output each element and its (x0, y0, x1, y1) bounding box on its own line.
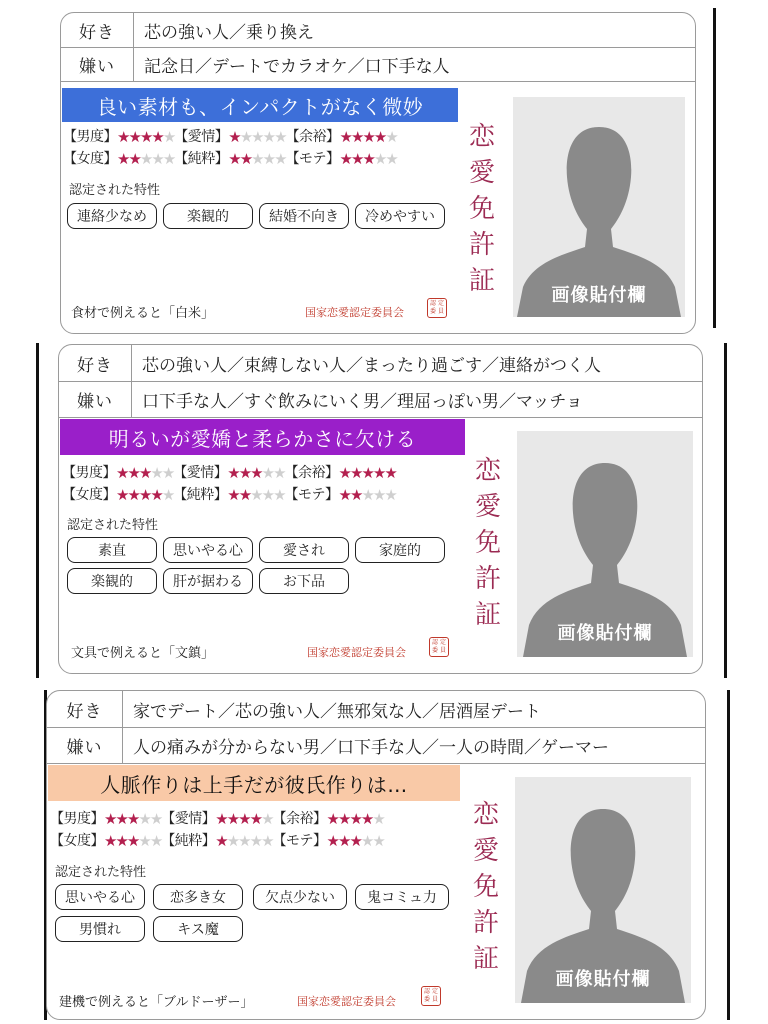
star-filled-icon: ★ (362, 128, 374, 146)
star-empty-icon: ★ (238, 832, 250, 850)
star-empty-icon: ★ (372, 832, 384, 850)
star-empty-icon: ★ (372, 810, 384, 828)
rating-item (273, 808, 384, 830)
star-empty-icon: ★ (273, 464, 285, 482)
like-row (59, 345, 702, 381)
rating-label: 【女度】 (50, 833, 104, 849)
dislike-label: 嫌い (47, 727, 123, 763)
star-rating (339, 462, 396, 484)
star-empty-icon: ★ (361, 486, 373, 504)
star-filled-icon: ★ (338, 486, 350, 504)
issuer-name: 国家恋愛認定委員会 (307, 646, 406, 659)
summary-banner (48, 765, 460, 801)
star-filled-icon: ★ (150, 486, 162, 504)
star-empty-icon: ★ (250, 486, 262, 504)
photo-label: 画像貼付欄 (555, 969, 651, 990)
star-empty-icon: ★ (249, 832, 262, 850)
rating-item (174, 148, 285, 170)
license-card-1 (60, 12, 696, 334)
rating-item (173, 484, 284, 506)
like-row (61, 13, 695, 47)
rating-item (50, 830, 161, 852)
rating-label: 【純粋】 (173, 487, 228, 503)
star-filled-icon: ★ (127, 486, 139, 504)
star-rating (215, 808, 272, 830)
like-label: 好き (59, 345, 132, 381)
summary-banner-text: 良い素材も、インパクトがなく微妙 (96, 94, 424, 119)
rating-item (285, 484, 396, 506)
star-filled-icon: ★ (350, 128, 363, 146)
food-comparison: 文具で例えると「文鎮」 (71, 646, 215, 661)
star-filled-icon: ★ (227, 486, 239, 504)
license-card-3 (46, 690, 706, 1020)
trait-tag: 思いやる心 (55, 884, 145, 910)
rating-item (62, 484, 173, 506)
rating-item (285, 462, 396, 484)
star-filled-icon: ★ (228, 150, 240, 168)
star-rating (215, 830, 272, 852)
star-empty-icon: ★ (261, 810, 273, 828)
license-card-2 (58, 344, 703, 674)
trait-tag: 男慣れ (55, 916, 145, 942)
star-filled-icon: ★ (117, 128, 129, 146)
star-filled-icon: ★ (151, 128, 163, 146)
star-filled-icon: ★ (126, 832, 139, 850)
star-filled-icon: ★ (372, 464, 385, 482)
rating-label: 【純粋】 (174, 151, 229, 167)
rating-label: 【男度】 (50, 811, 104, 827)
star-filled-icon: ★ (362, 150, 374, 168)
star-empty-icon: ★ (251, 128, 263, 146)
rating-item (161, 830, 272, 852)
star-empty-icon: ★ (161, 464, 174, 482)
rating-label: 【女度】 (62, 487, 116, 503)
star-empty-icon: ★ (385, 150, 397, 168)
star-filled-icon: ★ (338, 464, 350, 482)
photo-label: 画像貼付欄 (557, 623, 653, 644)
trait-tag: 家庭的 (355, 537, 445, 563)
star-empty-icon: ★ (138, 810, 150, 828)
rating-row (62, 462, 396, 484)
photo-label: 画像貼付欄 (551, 285, 647, 306)
rating-item (286, 126, 397, 148)
star-empty-icon: ★ (162, 150, 175, 168)
trait-tag: 素直 (67, 537, 157, 563)
summary-banner-text: 人脈作りは上手だが彼氏作りは… (100, 772, 408, 797)
star-filled-icon: ★ (227, 464, 239, 482)
rating-grid (50, 808, 384, 852)
dislike-row (59, 381, 702, 417)
rating-item (62, 462, 173, 484)
star-filled-icon: ★ (250, 464, 262, 482)
star-filled-icon: ★ (115, 832, 127, 850)
trait-tag: 恋多き女 (153, 884, 243, 910)
dislike-label: 嫌い (59, 381, 132, 417)
rating-grid (62, 462, 396, 506)
food-comparison: 建機で例えると「ブルドーザー」 (59, 995, 254, 1010)
star-filled-icon: ★ (384, 464, 396, 482)
star-filled-icon: ★ (337, 832, 350, 850)
rating-item (173, 462, 284, 484)
star-filled-icon: ★ (215, 832, 227, 850)
trait-tag: 冷めやすい (355, 203, 445, 229)
star-rating (227, 484, 284, 506)
trait-tag: 肝が据わる (163, 568, 253, 594)
star-filled-icon: ★ (215, 810, 227, 828)
rating-item (273, 830, 384, 852)
rating-item (161, 808, 272, 830)
rating-grid (63, 126, 397, 170)
star-empty-icon: ★ (384, 486, 396, 504)
star-rating (227, 462, 284, 484)
star-empty-icon: ★ (262, 128, 275, 146)
star-empty-icon: ★ (373, 150, 386, 168)
license-vertical-title: 恋 愛 免 許 証 (468, 122, 495, 296)
edge-line-right-3 (727, 690, 730, 1020)
star-rating (340, 126, 397, 148)
seal-stamp-icon: 認 定 委 員 (421, 986, 441, 1006)
star-filled-icon: ★ (339, 128, 351, 146)
star-empty-icon: ★ (274, 128, 286, 146)
rating-row (50, 808, 384, 830)
edge-line-right-2 (724, 343, 727, 678)
trait-tag: キス魔 (153, 916, 243, 942)
rating-label: 【純粋】 (161, 833, 216, 849)
rating-row (63, 148, 397, 170)
star-filled-icon: ★ (138, 486, 151, 504)
rating-label: 【余裕】 (285, 129, 340, 145)
star-filled-icon: ★ (127, 464, 139, 482)
star-filled-icon: ★ (349, 832, 361, 850)
trait-tag: 思いやる心 (163, 537, 253, 563)
star-rating (339, 484, 396, 506)
star-filled-icon: ★ (337, 810, 350, 828)
star-empty-icon: ★ (139, 150, 152, 168)
summary-banner-text: 明るいが愛嬌と柔らかさに欠ける (108, 426, 417, 451)
star-empty-icon: ★ (161, 486, 174, 504)
star-rating (228, 126, 285, 148)
star-filled-icon: ★ (139, 128, 152, 146)
edge-line-right-1 (713, 8, 716, 328)
star-empty-icon: ★ (262, 150, 275, 168)
star-rating (116, 462, 173, 484)
trait-tag: 楽観的 (163, 203, 253, 229)
trait-tag: 連絡少なめ (67, 203, 157, 229)
dislike-value: 記念日／デートでカラオケ／口下手な人 (144, 56, 450, 77)
star-rating (116, 484, 173, 506)
star-filled-icon: ★ (238, 464, 251, 482)
star-filled-icon: ★ (238, 810, 250, 828)
star-rating (340, 148, 397, 170)
rating-label: 【愛情】 (173, 465, 228, 481)
photo-placeholder (517, 431, 693, 657)
rating-item (50, 808, 161, 830)
star-rating (327, 830, 384, 852)
dislike-row (47, 727, 705, 763)
star-filled-icon: ★ (116, 486, 128, 504)
star-empty-icon: ★ (274, 150, 286, 168)
star-filled-icon: ★ (361, 464, 373, 482)
star-empty-icon: ★ (149, 832, 162, 850)
like-row (47, 691, 705, 727)
photo-placeholder (515, 777, 691, 1003)
star-filled-icon: ★ (326, 832, 338, 850)
summary-banner (62, 88, 458, 122)
star-empty-icon: ★ (261, 832, 273, 850)
rating-label: 【男度】 (63, 129, 117, 145)
rating-label: 【モテ】 (272, 833, 327, 849)
star-filled-icon: ★ (373, 128, 386, 146)
star-filled-icon: ★ (138, 464, 151, 482)
like-value: 芯の強い人／乗り換え (144, 22, 314, 43)
star-filled-icon: ★ (339, 150, 351, 168)
star-empty-icon: ★ (261, 486, 274, 504)
rating-row (50, 830, 384, 852)
star-filled-icon: ★ (116, 464, 128, 482)
rating-item (174, 126, 285, 148)
trait-tag: 欠点少ない (253, 884, 347, 910)
star-rating (104, 808, 161, 830)
trait-tag: 楽観的 (67, 568, 157, 594)
star-empty-icon: ★ (385, 128, 397, 146)
rating-label: 【愛情】 (174, 129, 229, 145)
star-filled-icon: ★ (115, 810, 127, 828)
rating-row (62, 484, 396, 506)
rating-row (63, 126, 397, 148)
star-rating (117, 126, 174, 148)
star-filled-icon: ★ (128, 128, 140, 146)
rating-label: 【余裕】 (284, 465, 339, 481)
rating-item (63, 126, 174, 148)
star-empty-icon: ★ (372, 486, 385, 504)
like-label: 好き (61, 13, 134, 47)
seal-stamp-icon: 認 定 委 員 (427, 298, 447, 318)
star-empty-icon: ★ (239, 128, 252, 146)
trait-tag: 結婚不向き (259, 203, 349, 229)
star-empty-icon: ★ (149, 810, 162, 828)
license-vertical-title: 恋 愛 免 許 証 (474, 456, 501, 630)
star-filled-icon: ★ (349, 486, 362, 504)
trait-tag: お下品 (259, 568, 349, 594)
star-filled-icon: ★ (117, 150, 129, 168)
star-empty-icon: ★ (251, 150, 263, 168)
star-filled-icon: ★ (249, 810, 262, 828)
star-rating (327, 808, 384, 830)
star-filled-icon: ★ (126, 810, 139, 828)
traits-title: 認定された特性 (55, 865, 147, 880)
issuer-name: 国家恋愛認定委員会 (305, 306, 404, 319)
star-rating (228, 148, 285, 170)
trait-tag: 愛され (259, 537, 349, 563)
star-empty-icon: ★ (138, 832, 150, 850)
star-rating (104, 830, 161, 852)
rating-label: 【余裕】 (272, 811, 327, 827)
star-empty-icon: ★ (151, 150, 163, 168)
dislike-value: 口下手な人／すぐ飲みにいく男／理屈っぽい男／マッチョ (142, 391, 583, 412)
like-value: 芯の強い人／束縛しない人／まったり過ごす／連絡がつく人 (142, 355, 601, 376)
star-rating (117, 148, 174, 170)
photo-placeholder (513, 97, 685, 317)
star-filled-icon: ★ (226, 810, 239, 828)
like-label: 好き (47, 691, 123, 727)
license-vertical-title: 恋 愛 免 許 証 (472, 800, 499, 974)
rating-item (286, 148, 397, 170)
star-empty-icon: ★ (261, 464, 274, 482)
star-empty-icon: ★ (360, 832, 373, 850)
rating-label: 【男度】 (62, 465, 116, 481)
rating-label: 【女度】 (63, 151, 117, 167)
rating-item (63, 148, 174, 170)
star-empty-icon: ★ (273, 486, 285, 504)
issuer-name: 国家恋愛認定委員会 (297, 995, 396, 1008)
rating-label: 【モテ】 (284, 487, 339, 503)
star-filled-icon: ★ (104, 810, 116, 828)
trait-tag: 鬼コミュ力 (355, 884, 449, 910)
star-filled-icon: ★ (326, 810, 338, 828)
rating-label: 【愛情】 (161, 811, 216, 827)
edge-line-left-2 (36, 343, 39, 678)
traits-title: 認定された特性 (69, 183, 161, 198)
star-empty-icon: ★ (226, 832, 239, 850)
star-empty-icon: ★ (162, 128, 175, 146)
star-filled-icon: ★ (104, 832, 116, 850)
star-empty-icon: ★ (150, 464, 162, 482)
star-filled-icon: ★ (128, 150, 140, 168)
like-value: 家でデート／芯の強い人／無邪気な人／居酒屋デート (133, 701, 541, 722)
dislike-value: 人の痛みが分からない男／口下手な人／一人の時間／ゲーマー (133, 737, 609, 758)
dislike-row (61, 47, 695, 81)
rating-label: 【モテ】 (285, 151, 340, 167)
summary-banner (60, 419, 465, 455)
star-filled-icon: ★ (228, 128, 240, 146)
dislike-label: 嫌い (61, 47, 134, 81)
star-filled-icon: ★ (238, 486, 251, 504)
seal-stamp-icon: 認 定 委 員 (429, 637, 449, 657)
food-comparison: 食材で例えると「白米」 (71, 306, 215, 321)
star-filled-icon: ★ (239, 150, 252, 168)
traits-title: 認定された特性 (67, 518, 159, 533)
star-filled-icon: ★ (350, 150, 363, 168)
star-filled-icon: ★ (349, 464, 362, 482)
star-filled-icon: ★ (360, 810, 373, 828)
star-filled-icon: ★ (349, 810, 361, 828)
